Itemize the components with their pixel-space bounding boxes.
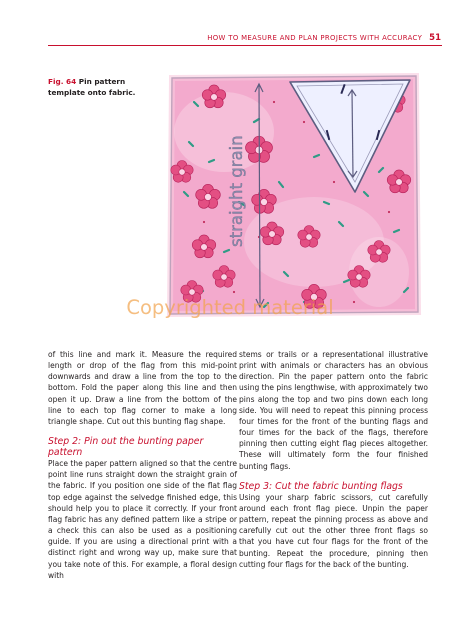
header-rule bbox=[48, 45, 442, 46]
figure-label: Fig. 64 bbox=[48, 77, 77, 86]
body-paragraph: Using your sharp fabric scissors, cut carefully around each front flag piece. Unpin the paper pattern, repeat the pinning process as above and carefully cut out the other three front flags so that you have cut four flags for the front of the bunting. Repeat the procedure, pinning then cutting four flags for the back of the bunting. bbox=[239, 492, 428, 569]
straight-grain-label: straight grain bbox=[227, 135, 246, 247]
step2-heading: Step 2: Pin out the bunting paper pattern bbox=[48, 436, 204, 459]
right-column bbox=[239, 349, 428, 570]
figure-illustration bbox=[164, 62, 424, 326]
running-header bbox=[207, 33, 441, 43]
figure-caption bbox=[48, 76, 153, 98]
running-title: HOW TO MEASURE AND PLAN PROJECTS WITH ACCURACY bbox=[207, 34, 423, 42]
figure-caption-text: Pin pattern template onto fabric. bbox=[48, 77, 136, 97]
page-number: 51 bbox=[429, 33, 441, 43]
body-paragraph: of this line and mark it. Measure the required length or drop of the flag from this mid-point downwards and draw a line from the top to the bottom. Fold the paper along this line and then open it up. Draw a line from the bottom of the line to each top flag corner to make a long triangle shape. Cut out this bunting flag shape. bbox=[48, 350, 237, 426]
left-column bbox=[48, 349, 237, 581]
step3-heading: Step 3: Cut the fabric bunting flags bbox=[239, 480, 403, 492]
body-paragraph: stems or trails or a representational illustrative print with animals or characters has an obvious direction. Pin the paper pattern onto the fabric using the pins lengthwise, with approximately two pins along the top and two pins down each long side. You will need to repeat this pinning process four times for the front of the bunting flags and four times for the back of the flags, therefore pinning then cutting eight flag pieces altogether. These will ultimately form the four finished bunting flags. bbox=[239, 350, 428, 471]
body-paragraph: Place the paper pattern aligned so that the centre point line runs straight down the straight grain of the fabric. If you position one side of the flat flag top edge against the selvedge finished edge, this should help you to place it correctly. If your front flag fabric has any defined pattern like a stripe or a check this can also be used as a positioning guide. If you are using a directional print with a distinct right and wrong way up, make sure that you take note of this. For example, a floral design with bbox=[48, 459, 237, 580]
copyright-watermark: Copyrighted material bbox=[126, 296, 334, 319]
